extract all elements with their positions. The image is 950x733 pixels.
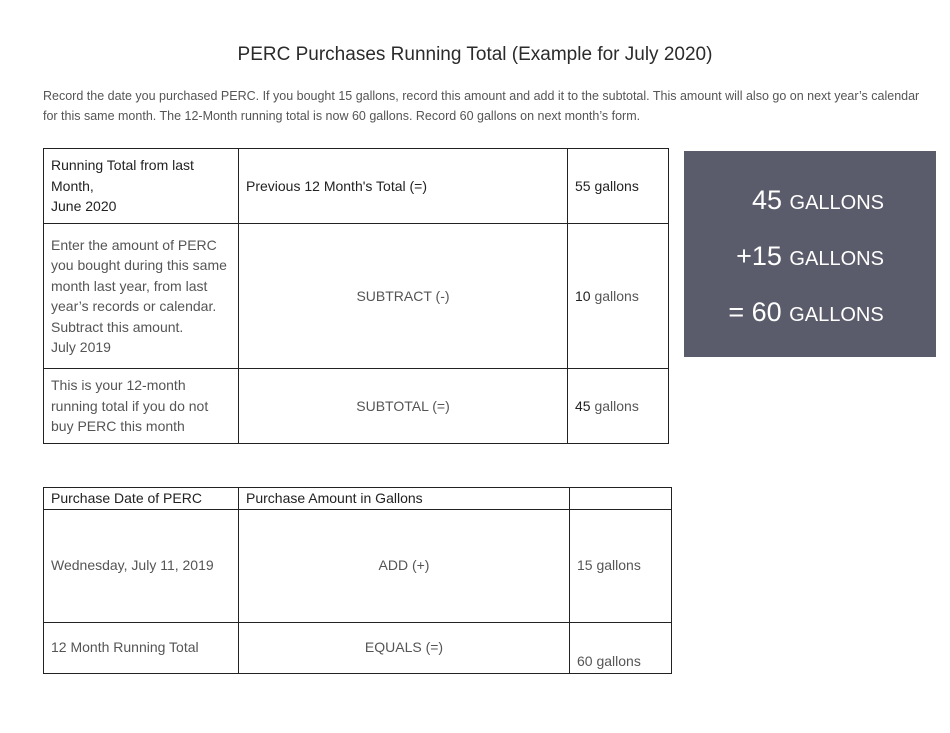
subtotal-operation: SUBTOTAL (=) — [356, 397, 450, 414]
page-title: PERC Purchases Running Total (Example for July 2020) — [237, 44, 713, 65]
subtract-label: Enter the amount of PERC you bought during this same month last year, from last year’s records or calendar. Subtract this amount. — [51, 236, 227, 335]
previous-total-amount-cell — [568, 149, 669, 224]
subtotal-label: This is your 12-month running total if you do not buy PERC this month — [51, 377, 209, 435]
subtract-amount-unit: gallons — [594, 287, 639, 304]
table-row — [44, 509, 672, 622]
header-purchase-amount: Purchase Amount in Gallons — [239, 488, 570, 510]
running-total-table — [43, 148, 669, 444]
summary-total-unit: GALLONS — [789, 304, 884, 326]
previous-total-operation-cell — [239, 149, 568, 224]
subtract-label-date: July 2019 — [51, 339, 111, 355]
summary-box — [684, 151, 936, 357]
summary-addition-value: +15 — [736, 241, 782, 271]
previous-total-amount-number: 55 — [575, 177, 591, 194]
summary-addition-unit: GALLONS — [789, 248, 884, 270]
summary-line-addition — [684, 241, 936, 272]
subtract-operation-cell — [239, 224, 568, 369]
previous-total-label-line3: June 2020 — [51, 198, 117, 215]
previous-total-operation: Previous 12 Month's Total (=) — [246, 177, 428, 194]
subtract-operation: SUBTRACT (-) — [356, 287, 450, 304]
purchase-date-cell: Wednesday, July 11, 2019 — [44, 509, 239, 622]
table-row — [44, 224, 669, 369]
table-row — [44, 369, 669, 444]
purchase-table — [43, 487, 672, 674]
subtotal-amount-cell — [568, 369, 669, 444]
purchase-amount-cell: 15 gallons — [570, 509, 672, 622]
add-operation-cell: ADD (+) — [239, 509, 570, 622]
subtract-amount-number: 10 — [575, 287, 591, 304]
summary-total-value: = 60 — [728, 297, 782, 327]
subtotal-amount-unit: gallons — [594, 397, 639, 414]
previous-total-label-line1: Running Total from last — [51, 157, 194, 174]
subtotal-operation-cell — [239, 369, 568, 444]
table-row — [44, 149, 669, 224]
previous-total-label-line2: Month, — [51, 177, 94, 194]
instructions-paragraph: Record the date you purchased PERC. If you bought 15 gallons, record this amount and add it to the subtotal. This amount will also go on next year’s calendar for this same month. The 12-Month running total is now 60 gallons. Record 60 gallons on next month’s form. — [43, 89, 920, 123]
summary-line-total — [680, 297, 932, 328]
subtract-amount-cell — [568, 224, 669, 369]
summary-line-subtotal — [692, 185, 944, 216]
subtotal-amount-number: 45 — [575, 397, 591, 414]
header-purchase-date: Purchase Date of PERC — [44, 488, 239, 510]
subtract-label-cell — [44, 224, 239, 369]
previous-total-amount-unit: gallons — [594, 177, 639, 194]
summary-subtotal-unit: GALLONS — [789, 192, 885, 214]
running-total-label-cell: 12 Month Running Total — [44, 622, 239, 673]
header-empty — [570, 488, 672, 510]
summary-subtotal-value: 45 — [751, 185, 783, 215]
table-row — [44, 622, 672, 673]
running-total-amount-cell: 60 gallons — [570, 622, 672, 673]
previous-total-label-cell — [44, 149, 239, 224]
equals-operation-cell: EQUALS (=) — [239, 622, 570, 673]
table-header-row — [44, 488, 672, 510]
subtotal-label-cell — [44, 369, 239, 444]
